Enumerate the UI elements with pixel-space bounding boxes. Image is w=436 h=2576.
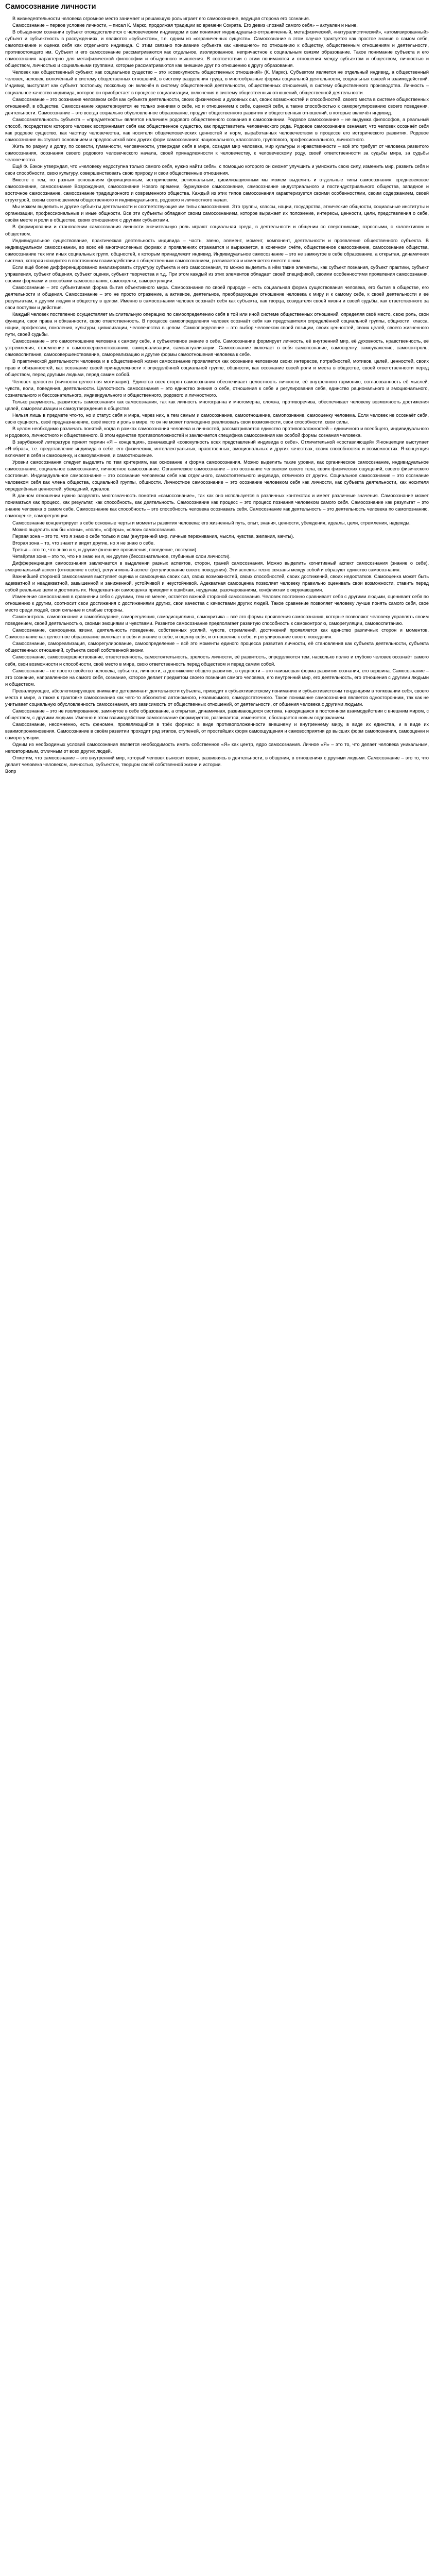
paragraph: Важнейшей стороной самосознания выступает оценка и самооценка своих сил, своих возможностей, своих способностей, своих достижений, своих недостатков. Самооценка может быть адекватной и неадекватной, завышенной и заниженной, устойчивой и неустойчивой. Адекватная самооценка позволяет человеку правильно оценивать свои возможности, ставить перед собой реальные цели и достигать их. Неадекватная самооценка приводит к ошибкам, неудачам, разочарованиям, конфликтам с окружающими. (5, 573, 429, 592)
paragraph: Самосознание, несомненно, есть феномен, проявляющийся в трёх формах: в виде противоположенности внешнему и внутреннему миру, в виде их единства, и в виде их взаимопроникновения. Самосознание в своём развитии проходит ряд этапов, ступеней, от простейших форм самоощущения и самовосприятия до высших форм самопознания, самооценки и саморегуляции. (5, 721, 429, 741)
paragraph: Третья – это то, что знаю и я, и другие (внешние проявления, поведение, поступки). (12, 547, 198, 552)
paragraph: Человек как общественный субъект, как социальное существо – это «совокупность общественных отношений» (К. Маркс). Субъектом является не отдельный индивид, а общественный человек, человек, включённый в систему общественных отношений, в систему разделения труда, в многообразные формы социальной деятельности, социальных связей и взаимодействий. Индивид выступает как субъект постольку, поскольку он включён в систему общественной деятельности, общественных отношений, в систему общественного производства. Личность – социальное качество индивида, которое он приобретает в процессе социализации, включения в систему общественных отношений, общественной деятельности. (5, 70, 429, 95)
paragraph: Превалирующее, абсолютизирующее внимание детерминант деятельности субъекта, приводит к субъективистскому пониманию и субъективистским тенденциям в толковании себя, своего места в мире, а также к трактовке самосознания как чего-то абсолютно автономного, независимого, самодостаточного. Такое понимание самосознания является односторонним, так как не учитывает социальную обусловленность самосознания, его зависимость от общественных отношений, от деятельности, от общения человека с другими людьми. (5, 688, 429, 707)
paragraph: Одним из необходимых условий самосознания является необходимость иметь собственное «Я» как центр, ядро самосознания. Личное «Я» – это то, что делает человека уникальным, неповторимым, отличным от всех других людей. (5, 742, 429, 754)
paragraph: В целом необходимо различать понятий, когда в рамках самосознания человека и личностей, рассматривается единство противоположностей – единичного и всеобщего, индивидуального и родового, личностного и общественного. В этом единстве противоположностей и заключается специфика самосознания как особой формы сознания человека. (5, 426, 429, 438)
paragraph: Уровни самосознания следует выделять по тем критериям, как основание и форма самоосознания. Можно выделить такие уровни, как органическое самосознание, индивидуальное самосознание, социальное самосознание, личностное самосознание. Органическое самосознание – это осознание человеком своего тела, своих физических ощущений, своего физического состояния. Индивидуальное самосознание – это осознание человеком себя как отдельного, самостоятельного индивида, отличного от других. Социальное самосознание – это осознание человеком себя как члена общества, социальной группы, общности. Личностное самосознание – это осознание человеком себя как личности, как субъекта деятельности, как носителя определённых ценностей, убеждений, идеалов. (5, 460, 429, 492)
paragraph: Вместе с тем, по разным основаниям формационным, историческим, региональным, цивилизационным мы можем выделить и отдельные типы самосознания: средневековое самосознание, самосознание Возрождения, самосознание Нового времени, буржуазное самосознание, самосознание индустриального и постиндустриального общества, западное и восточное самосознание, самосознание традиционного и современного общества. Каждый из этих типов самосознания характеризуется своими особенностями, своим содержанием, своей структурой, своим соотношением общественного и индивидуального, родового и личностного начал. (5, 177, 429, 203)
paragraph: В обыденном сознании субъект отождествляется с человеческим индивидом и сам понимает индивидуально-отграниченный, метафизический, «натуралистический», «атомизированный» субъект и субъектность в рассуждениях, и являются «субъектом», т.е. одним из «ограниченных существ». Самосознание в этом случае трактуется как простое знание о самом себе, самопознание и оценка себя как отдельного индивида. С этим связано понимание субъекта как «внешнего» по отношению к обществу, общественным отношениям и деятельности, противостоящего им. Субъект и его самосознание рассматриваются как отдельное, изолированное, непричастное к социальным связям образование. Такое понимание субъекта и его самосознания характерно для метафизической философии и обыденного мышления. В соответствии с этим понимаются и отношения между субъектом и обществом, личностью и обществом, личностью и социальными группами, которые рассматриваются как внешние друг по отношению к другу образования. (5, 29, 429, 69)
paragraph: Самосознание – это самоотношение человека к самому себе, и субъективное знание о себе. Самосознание формирует личность, её внутренний мир, её духовность, нравственность, её устремления, стремление к самосовершенствованию, самореализации, самоактуализации. Самосознание включает в себя самопознание, самооценку, самоуважение, самоконтроль, самовоспитание, самосовершенствование, самореализацию и другие формы самоотношения человека к себе. (5, 338, 429, 358)
paragraph: В формировании и становлении самосознания личности значительную роль играют социальная среда, в деятельности и общении со сверстниками, взрослыми, с коллективом и обществом. (5, 224, 429, 236)
paragraph: Индивидуальное существование, практическая деятельность индивида – часть, звено, элемент, момент, компонент, деятельности и проявление общественного субъекта. В индивидуальном самосознании, во всех её многочисленных формах и проявлениях отражается и выражается, в конечном счёте, общественное самосознание, самосознание общества, самосознание тех или иных социальных групп, общностей, к которым принадлежит индивид. Индивидуальное самосознание – это не замкнутое в себе образование, а открытая, динамичная система, которая находится в постоянном взаимодействии с общественным самосознанием, развивается и изменяется вместе с ним. (5, 238, 429, 263)
paragraph: Мы можем выделить и другие субъекты деятельности и соответствующие им типы самосознания. Это группы, классы, нации, государства, этнические общности, социальные институты и организации, профессиональные и иные общности. Все эти субъекты обладают своим самосознанием, которое выражает их положение, интересы, ценности, цели, представления о себе, своём месте и роли в обществе, своих отношениях с другими субъектами. (5, 204, 429, 223)
paragraph: Самосознательность субъекта – «предметность» является наличием родового общественного сознания в самосознании. Родовое самосознание – не выдумка философов, а реальный способ, посредством которого человек воспринимает себя как общественное существо, как представитель человеческого рода. Родовое самосознание означает, что человек осознаёт себя как родовое существо, как частицу человечества, как носителя общечеловеческих ценностей и норм, выработанных человечеством в процессе его исторического развития. Родовое самосознание выступает основанием и предпосылкой всех других форм самосознания: национального, классового, группового, профессионального, личностного. (5, 116, 429, 142)
paragraph: Ещё Ф. Бэкон утверждал, что «человеку недоступна только самого себя, нужно найти себя», с помощью которого он сможет улучшить и умножить свою силу, изменить мир, развить себя и свои способности, свою культуру, совершенствовать свою природу и свои общественные отношения. (5, 164, 429, 176)
paragraph: В данном отношении нужно разделять многозначность понятия «самосознание», так как оно используется в различных контекстах и имеет различные значения. Самосознание может пониматься как процесс, как результат, как способность, как деятельность. Самосознание как процесс – это процесс познания человеком самого себя. Самосознание как результат – это знание человека о самом себе. Самосознание как способность – это способность человека осознавать себя. Самосознание как деятельность – это деятельность человека по самопознанию, самооценке, саморегуляции. (5, 493, 429, 519)
document-body (5, 15, 429, 768)
paragraph: Самосознание, самосовершенствование, ответственность, самостоятельность, зрелость личности, её развитость, определяются тем, насколько полно и глубоко человек осознаёт самого себя, свои возможности и способности, своё место в мире, свою ответственность перед обществом и перед самим собой. (5, 654, 429, 667)
document-title: Самосознание личности (5, 3, 96, 11)
paragraph: Изменение самосознания в сравнении себя с другими, тем не менее, остаётся важной стороной самосознания. Человек постоянно сравнивает себя с другими людьми, оценивает себя по отношению к другим, соотносит свои достижения с достижениями других, свои качества с качествами других людей. Такое сравнение позволяет человеку лучше понять самого себя, своё место среди людей, свои сильные и слабые стороны. (5, 594, 429, 613)
paragraph: Первая зона – это то, что я знаю о себе только я сам (внутренний мир, личные переживания, мысли, чувства, желания, мечты). (12, 533, 294, 539)
paragraph: Самосознание – первое условие личности, – писал К. Маркс, продолжая традиции во времени Сократа. Его девиз «познай самого себя» – актуален и ныне. (12, 23, 358, 28)
paragraph: Если ещё более дифференцированно анализировать структуру субъекта и его самосознания, то можно выделить в нём такие элементы, как субъект познания, субъект практики, субъект управления, субъект общения, субъект оценки, субъект творчества и т.д. При этом каждый из этих элементов обладает своей спецификой, своими особенностями проявления самосознания, своими формами и способами самоосознания, самооценки, саморегуляции. (5, 264, 429, 283)
paragraph: Каждый человек постепенно осуществляет мыслительную операцию по самоопределению себя в той или иной системе общественных отношений, определяя своё место, свою роль, свои функции, свои права и обязанности, свою ответственность. В процессе самоопределения человек осознаёт себя как представителя определённой социальной группы, общности, класса, нации, профессии, поколения, культуры, цивилизации, человечества в целом. Самоопределение – это выбор человеком своей позиции, своих ценностей, своих целей, своего жизненного пути, своей судьбы. (5, 312, 429, 337)
paragraph: Самосознание – не просто свойство человека, субъекта, личности, а достижение общего развития, в сущности – это наивысшая форма развития сознания, его вершина. Самосознание – это сознание, направленное на самого себя, сознание, которое делает предметом своего познания самого человека, его внутренний мир, его деятельность, его отношения с другими людьми и обществом. (5, 668, 429, 687)
closing-fragment: Вопр (5, 769, 16, 774)
paragraph: Человек целостен (личности целостная мотивация). Единство всех сторон самосознания обеспечивает целостность личности, её внутреннюю гармонию, согласованность её мыслей, чувств, воли, поведения, деятельности. Целостность самосознания – это единство знания о себе, отношения к себе и регулирования себя, единство рационального и эмоционального, сознательного и бессознательного, индивидуального и общественного, родового и личностного. (5, 379, 429, 398)
paragraph: В практической деятельности человека и в общественной жизни самосознание проявляется как осознание человеком своих интересов, потребностей, мотивов, целей, ценностей, своих прав и обязанностей, как осознание своей принадлежности к определённой социальной группе, общности, как осознание своей роли и места в обществе, своей ответственности перед обществом, перед другими людьми, перед самим собой. (5, 359, 429, 378)
document-closing (5, 768, 429, 775)
paragraph: Самосознание, самооценка жизни, деятельность поведение, собственных усилий, чувств, стремлений, достижений проявляется как единство различных сторон и моментов. Самосознание как целостное образование включает в себя и знание о себе, и оценку себя, и отношение к себе, и регулирование своего поведения. (5, 628, 429, 640)
paragraph: Самосознание – это осознание человеком себя как субъекта деятельности, своих физических и духовных сил, своих возможностей и способностей, своего места в системе общественных отношений, в обществе. Самосознание характеризуется не только знанием о себе, но и отношением к себе, оценкой себя, а также способностью к саморегулированию своего поведения, деятельности. Самосознание – это всегда социально обусловленное образование, продукт общественного развития и общественных отношений, в которые включён индивид. (5, 96, 429, 115)
paragraph: Отметим, что самосознание – это внутренний мир, который человек выносит вовне, развиваясь в деятельности, в общении, в отношениях с другими людьми. Самосознание – это то, что делает человека человеком, личностью, субъектом, творцом своей собственной жизни и истории. (5, 755, 429, 768)
paragraph: Жить по разуму и долгу, по совести, гуманности, человечности, утверждая себя в мире, созидая мир человека, мир культуры и нравственности – всё это требует от человека развитого самосознания, осознания своего родового человеческого начала, своей принадлежности к человечеству, к человеческому роду, своей ответственности за судьбы мира, за судьбы человечества. (5, 143, 429, 162)
paragraph: Самоконтроль, самопознание и самообладание, саморегуляция, самодисциплина, самокритика – всё это формы проявления самосознания, которые позволяют человеку управлять своим поведением, своей деятельностью, своими эмоциями и чувствами. Развитое самосознание предполагает развитую способность к самоконтролю, саморегуляции, самовоспитанию. (5, 614, 429, 626)
paragraph: Четвёртая зона – это то, что не знаю ни я, ни другие (бессознательное, глубинные слои личности). (12, 553, 231, 559)
paragraph: Нельзя лишь в предмете что-то, но и статус себя и мира, через них, а тем самым и самосознание, самоотношение, самопознание, самооценку человека. Если человек не осознаёт себя, свою сущность, своё предназначение, своё место и роль в мире, то он не может полноценно реализовать свои возможности, свои способности, свои силы. (5, 412, 429, 425)
paragraph: Самосознание, самореализация, саморегулирование, самоопределение – всё это моменты единого процесса развития личности, её становления как субъекта деятельности, субъекта общественных отношений, субъекта своей собственной жизни. (5, 641, 429, 653)
paragraph: Самосознание – это субъективная форма бытия объективного мира. Самосознание по своей природе – есть социальная форма существования человека, его бытия в обществе, его деятельности и общения. Самосознание – это не просто отражение, а активное, деятельное, преобразующее отношение человека к миру и к самому себе, к своей деятельности и её результатам, к другим людям и обществу в целом. Именно в самосознании человек осознаёт себя как субъекта, как творца, созидателя своей жизни и своей судьбы, как ответственного за свои поступки и действия. (5, 284, 429, 311)
paragraph: Самосознание – это не изолированное, замкнутое в себе образование, а открытая, динамичная, развивающаяся система, находящаяся в постоянном взаимодействии с внешним миром, с обществом, с другими людьми. Именно в этом взаимодействии самосознание формируется, развивается, изменяется, обогащается новым содержанием. (5, 708, 429, 720)
paragraph: Можно выделить как бы «зоны», «поля», «сферы», «слои» самосознания. (12, 527, 176, 532)
paragraph: Самосознание концентрирует в себе основные черты и моменты развития человека: его жизненный путь, опыт, знания, ценности, убеждения, идеалы, цели, стремления, надежды. (12, 520, 411, 526)
paragraph: Вторая зона – то, что знают и видят другие, но я не знаю о себе. (12, 540, 155, 546)
paragraph: В зарубежной литературе принят термин «Я – концепция», означающий «совокупность всех представлений индивида о себе». Отличительной «составляющей» Я-концепции выступает «Я-образ», т.е. представление индивида о себе, его физических, интеллектуальных, нравственных, эмоциональных и других качествах, своих способностях и возможностях. Я-концепция включает в себя и самооценку, и самоуважение, и самоотношение. (5, 439, 429, 459)
paragraph: Только разумность, развитость самосознания как самосознания, так как личность многогранна и многомерна, сложна, противоречива, обеспечивает человеку возможность достижения целей, самореализации и самоутверждения в обществе. (5, 399, 429, 411)
paragraph: В жизнедеятельности человека огромное место занимает и решающую роль играет его самосознание, ведущая сторона его сознания. (12, 16, 310, 21)
paragraph: Дифференциация самосознания заключается в выделении разных аспектов, сторон, граней самосознания. Можно выделить когнитивный аспект самосознания (знание о себе), эмоциональный аспект (отношение к себе), регулятивный аспект (регулирование своего поведения). Эти аспекты тесно связаны между собой и образуют единство самосознания. (5, 560, 429, 572)
